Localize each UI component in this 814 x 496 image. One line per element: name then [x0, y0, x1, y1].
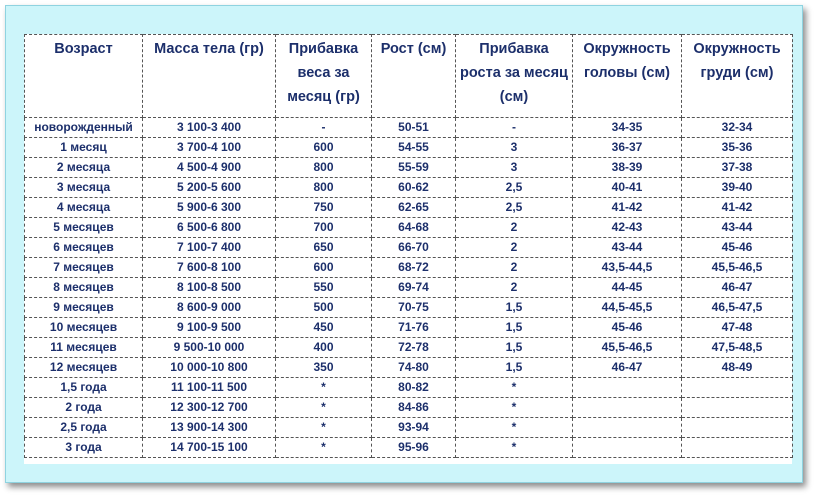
cell-height-gain: 2,5: [456, 198, 573, 218]
cell-height-gain: 2: [456, 258, 573, 278]
cell-height-gain: *: [456, 378, 573, 398]
header-chest-circ: Окружность груди (см): [682, 35, 793, 118]
cell-chest-circ: [682, 438, 793, 458]
cell-chest-circ: 45,5-46,5: [682, 258, 793, 278]
table-row: [25, 118, 793, 138]
cell-weight-gain: 800: [276, 178, 372, 198]
cell-weight: 10 000-10 800: [143, 358, 276, 378]
cell-weight-gain: 600: [276, 138, 372, 158]
table-frame: [5, 5, 803, 483]
cell-weight-gain: *: [276, 378, 372, 398]
table-row: [25, 398, 793, 418]
cell-head-circ: 34-35: [573, 118, 682, 138]
cell-weight-gain: 700: [276, 218, 372, 238]
cell-weight: 3 100-3 400: [143, 118, 276, 138]
cell-head-circ: 41-42: [573, 198, 682, 218]
cell-weight-gain: 350: [276, 358, 372, 378]
cell-chest-circ: 46,5-47,5: [682, 298, 793, 318]
cell-weight: 8 100-8 500: [143, 278, 276, 298]
cell-height: 84-86: [372, 398, 456, 418]
cell-height-gain: 2: [456, 278, 573, 298]
table-row: [25, 138, 793, 158]
table-row: [25, 238, 793, 258]
cell-weight: 4 500-4 900: [143, 158, 276, 178]
cell-chest-circ: 43-44: [682, 218, 793, 238]
header-weight: Масса тела (гр): [143, 35, 276, 118]
cell-chest-circ: 39-40: [682, 178, 793, 198]
cell-age: 1,5 года: [25, 378, 143, 398]
cell-age: 1 месяц: [25, 138, 143, 158]
cell-head-circ: [573, 398, 682, 418]
cell-height: 55-59: [372, 158, 456, 178]
cell-height-gain: *: [456, 398, 573, 418]
cell-head-circ: [573, 438, 682, 458]
cell-weight: 9 500-10 000: [143, 338, 276, 358]
cell-chest-circ: [682, 398, 793, 418]
cell-weight: 13 900-14 300: [143, 418, 276, 438]
cell-chest-circ: 32-34: [682, 118, 793, 138]
cell-height-gain: 1,5: [456, 298, 573, 318]
cell-age: 11 месяцев: [25, 338, 143, 358]
cell-age: 10 месяцев: [25, 318, 143, 338]
cell-age: 8 месяцев: [25, 278, 143, 298]
cell-age: 9 месяцев: [25, 298, 143, 318]
table-row: [25, 338, 793, 358]
cell-weight-gain: 600: [276, 258, 372, 278]
cell-weight: 11 100-11 500: [143, 378, 276, 398]
cell-height-gain: 3: [456, 138, 573, 158]
cell-weight: 6 500-6 800: [143, 218, 276, 238]
cell-height: 71-76: [372, 318, 456, 338]
cell-chest-circ: 37-38: [682, 158, 793, 178]
cell-height-gain: *: [456, 438, 573, 458]
cell-chest-circ: 35-36: [682, 138, 793, 158]
cell-height-gain: -: [456, 118, 573, 138]
cell-weight-gain: 750: [276, 198, 372, 218]
cell-height-gain: 3: [456, 158, 573, 178]
cell-height: 80-82: [372, 378, 456, 398]
table-row: [25, 418, 793, 438]
cell-weight-gain: 650: [276, 238, 372, 258]
cell-age: 3 месяца: [25, 178, 143, 198]
header-age: Возраст: [25, 35, 143, 118]
header-head-circ: Окружность головы (см): [573, 35, 682, 118]
cell-weight-gain: *: [276, 398, 372, 418]
cell-age: 3 года: [25, 438, 143, 458]
cell-head-circ: 44-45: [573, 278, 682, 298]
table-row: [25, 378, 793, 398]
cell-weight: 7 600-8 100: [143, 258, 276, 278]
cell-chest-circ: 47,5-48,5: [682, 338, 793, 358]
cell-weight: 14 700-15 100: [143, 438, 276, 458]
cell-weight: 12 300-12 700: [143, 398, 276, 418]
cell-weight: 3 700-4 100: [143, 138, 276, 158]
cell-chest-circ: 47-48: [682, 318, 793, 338]
cell-weight: 9 100-9 500: [143, 318, 276, 338]
cell-head-circ: [573, 418, 682, 438]
cell-weight: 5 200-5 600: [143, 178, 276, 198]
cell-chest-circ: [682, 418, 793, 438]
cell-height-gain: 1,5: [456, 338, 573, 358]
cell-chest-circ: [682, 378, 793, 398]
cell-weight-gain: *: [276, 418, 372, 438]
cell-weight-gain: 550: [276, 278, 372, 298]
cell-weight-gain: 450: [276, 318, 372, 338]
table-row: [25, 218, 793, 238]
cell-height-gain: 2: [456, 218, 573, 238]
cell-age: 5 месяцев: [25, 218, 143, 238]
cell-age: 7 месяцев: [25, 258, 143, 278]
cell-head-circ: 38-39: [573, 158, 682, 178]
cell-chest-circ: 46-47: [682, 278, 793, 298]
growth-table: [24, 34, 793, 458]
table-row: [25, 298, 793, 318]
cell-head-circ: 40-41: [573, 178, 682, 198]
cell-head-circ: 43,5-44,5: [573, 258, 682, 278]
header-height-gain: Прибавка роста за месяц (см): [456, 35, 573, 118]
cell-age: 2 месяца: [25, 158, 143, 178]
header-weight-gain: Прибавка веса за месяц (гр): [276, 35, 372, 118]
cell-age: новорожденный: [25, 118, 143, 138]
table-row: [25, 158, 793, 178]
cell-age: 2 года: [25, 398, 143, 418]
table-row: [25, 258, 793, 278]
cell-height: 72-78: [372, 338, 456, 358]
cell-head-circ: 36-37: [573, 138, 682, 158]
cell-height-gain: *: [456, 418, 573, 438]
cell-age: 4 месяца: [25, 198, 143, 218]
cell-head-circ: 45,5-46,5: [573, 338, 682, 358]
cell-chest-circ: 45-46: [682, 238, 793, 258]
cell-height: 66-70: [372, 238, 456, 258]
cell-height: 50-51: [372, 118, 456, 138]
header-height: Рост (см): [372, 35, 456, 118]
cell-weight: 7 100-7 400: [143, 238, 276, 258]
cell-height-gain: 2: [456, 238, 573, 258]
cell-height-gain: 1,5: [456, 358, 573, 378]
cell-weight: 5 900-6 300: [143, 198, 276, 218]
table-panel: [24, 34, 792, 464]
cell-weight-gain: 400: [276, 338, 372, 358]
cell-height: 70-75: [372, 298, 456, 318]
cell-head-circ: 45-46: [573, 318, 682, 338]
cell-height-gain: 2,5: [456, 178, 573, 198]
cell-head-circ: 42-43: [573, 218, 682, 238]
cell-height: 64-68: [372, 218, 456, 238]
table-row: [25, 318, 793, 338]
cell-height: 95-96: [372, 438, 456, 458]
cell-chest-circ: 41-42: [682, 198, 793, 218]
table-row: [25, 438, 793, 458]
cell-head-circ: 43-44: [573, 238, 682, 258]
cell-height: 74-80: [372, 358, 456, 378]
cell-height: 60-62: [372, 178, 456, 198]
cell-chest-circ: 48-49: [682, 358, 793, 378]
cell-height: 54-55: [372, 138, 456, 158]
table-row: [25, 358, 793, 378]
table-row: [25, 278, 793, 298]
table-row: [25, 198, 793, 218]
cell-height-gain: 1,5: [456, 318, 573, 338]
cell-weight-gain: 800: [276, 158, 372, 178]
cell-age: 2,5 года: [25, 418, 143, 438]
cell-weight-gain: -: [276, 118, 372, 138]
header-row: [25, 35, 793, 118]
cell-height: 69-74: [372, 278, 456, 298]
cell-head-circ: [573, 378, 682, 398]
cell-age: 12 месяцев: [25, 358, 143, 378]
cell-head-circ: 44,5-45,5: [573, 298, 682, 318]
cell-weight-gain: 500: [276, 298, 372, 318]
cell-height: 93-94: [372, 418, 456, 438]
cell-height: 68-72: [372, 258, 456, 278]
cell-weight-gain: *: [276, 438, 372, 458]
cell-weight: 8 600-9 000: [143, 298, 276, 318]
cell-head-circ: 46-47: [573, 358, 682, 378]
table-row: [25, 178, 793, 198]
cell-age: 6 месяцев: [25, 238, 143, 258]
cell-height: 62-65: [372, 198, 456, 218]
